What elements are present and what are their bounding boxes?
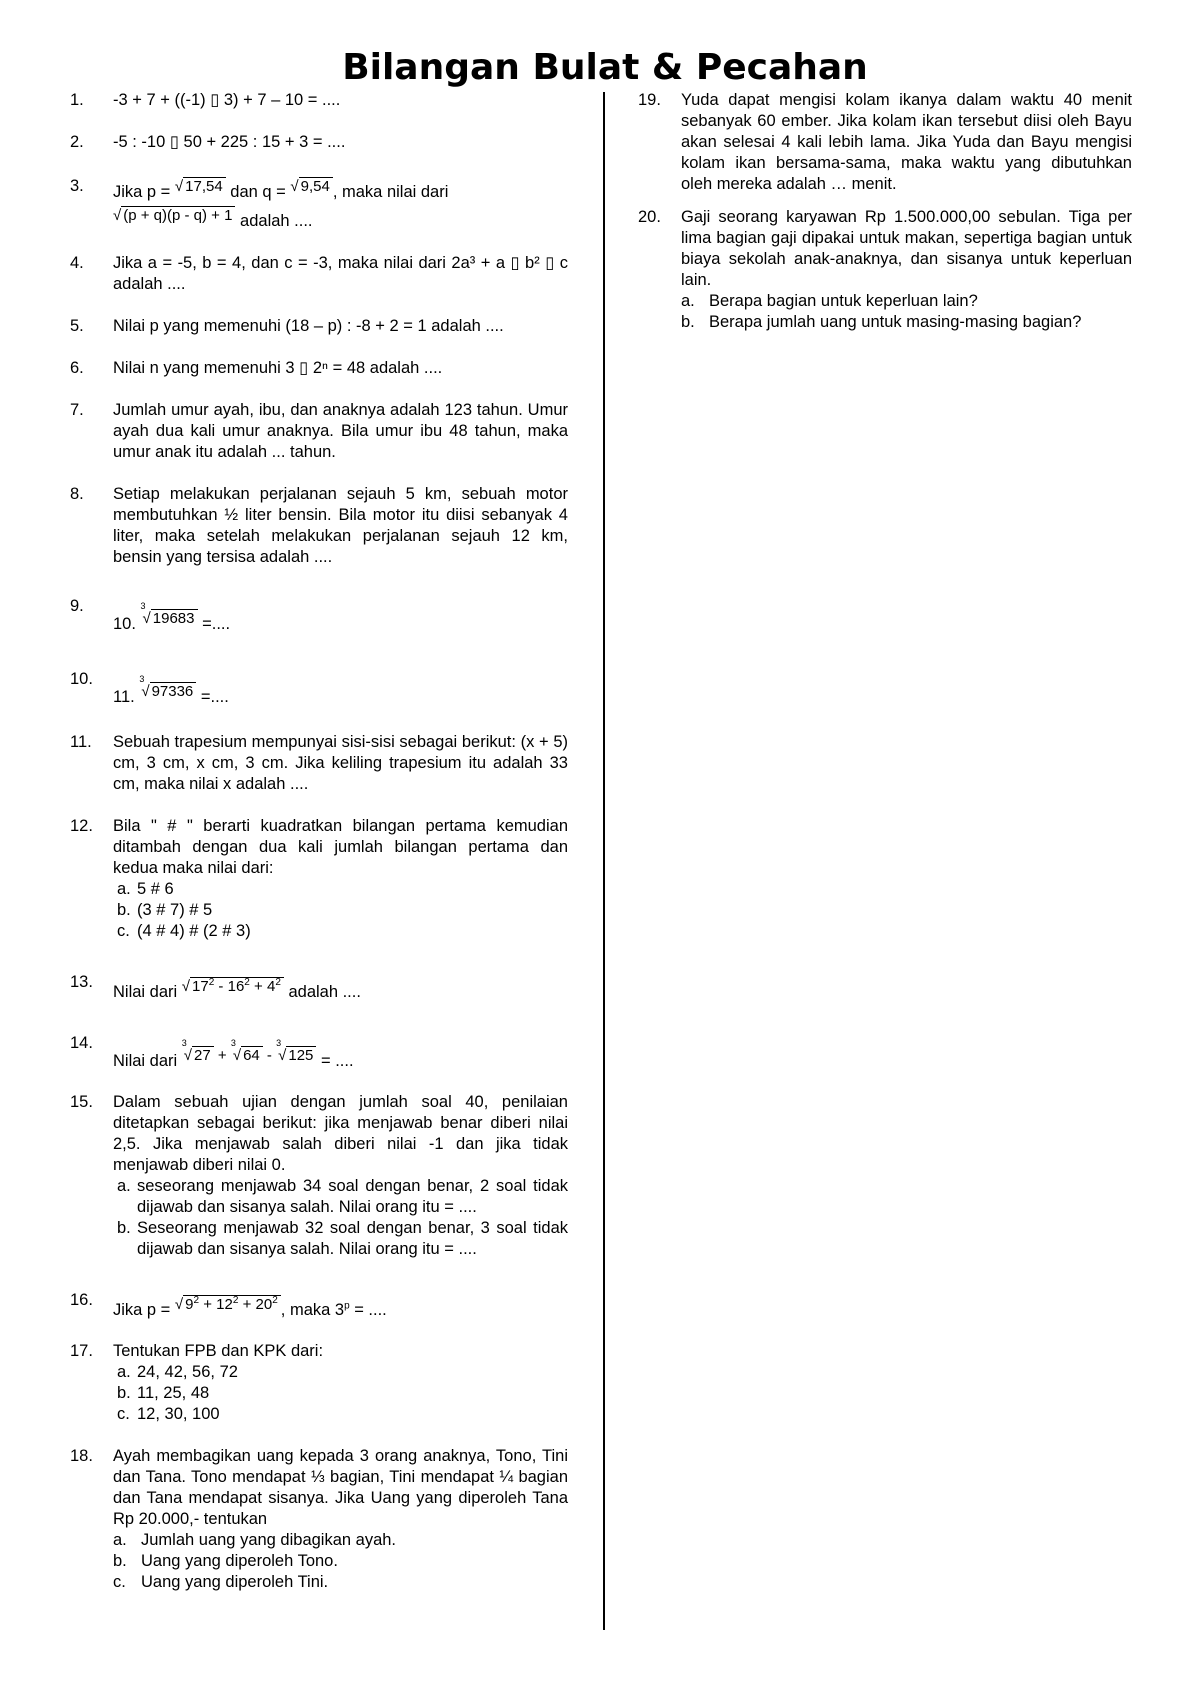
sub-text: 12, 30, 100 [137, 1405, 220, 1423]
sub-text: Berapa bagian untuk keperluan lain? [709, 292, 978, 310]
root-index: 3 [181, 1038, 187, 1048]
question-text: Gaji seorang karyawan Rp 1.500.000,00 sebulan. Tiga per lima bagian gaji dipakai untuk makan, sepertiga bagian untuk biaya sekolah anak-anaknya, dan sisanya untuk keperluan lain. [681, 208, 1132, 289]
q14-roots: $^3$√ 27 + $^3$√ 64 - $^3$√ 125 [182, 1033, 317, 1066]
q9-radicand: 19683 [151, 609, 198, 627]
sub-text: (3 # 7) # 5 [137, 901, 213, 919]
q10-inner-number: 11. [113, 688, 135, 706]
root-index: 3 [140, 601, 146, 611]
sub-text: seseorang menjawab 34 soal dengan benar, 2 soal tidak dijawab dan sisanya salah. Nilai orang itu = .... [137, 1177, 568, 1216]
q3-adalah: adalah .... [240, 212, 313, 230]
q3-jika: Jika p = [113, 183, 171, 201]
exponent: 2 [193, 1295, 200, 1306]
q16-root: √ $9^2 + 12^2 + 20^2$ [175, 1290, 281, 1315]
question-9 [70, 596, 568, 635]
sub-item-b [113, 1551, 568, 1572]
question-text: Nilai n yang memenuhi 3 ▯ 2ⁿ = 48 adalah .... [113, 359, 443, 377]
sub-letter: b. [117, 1384, 131, 1402]
right-column [638, 90, 1132, 333]
term: 4 [266, 978, 276, 995]
question-number: 1. [70, 91, 84, 109]
root-index: 3 [139, 674, 145, 684]
question-5 [70, 316, 568, 337]
sub-text: Uang yang diperoleh Tini. [141, 1573, 329, 1591]
q3-q-radicand: 9,54 [299, 177, 333, 195]
sub-letter: b. [681, 313, 695, 331]
question-number: 13. [70, 973, 93, 991]
q3-p-radicand: 17,54 [183, 177, 226, 195]
question-15 [70, 1092, 568, 1260]
sub-text: Uang yang diperoleh Tono. [141, 1552, 338, 1570]
q16-prefix: Jika p = [113, 1301, 171, 1319]
sub-text: 5 # 6 [137, 880, 174, 898]
question-text: Dalam sebuah ujian dengan jumlah soal 40, penilaian ditetapkan sebagai berikut: jika menjawab benar diberi nilai 2,5. Jika menjawab salah diberi nilai -1 dan jika tidak menjawab diberi nilai 0. [113, 1093, 568, 1174]
question-number: 12. [70, 817, 93, 835]
exponent: 2 [272, 1295, 278, 1306]
question-17 [70, 1341, 568, 1425]
q9-cube-root: $^3$√ 19683 [141, 596, 198, 629]
sub-letter: a. [117, 1177, 131, 1195]
sub-letter: a. [113, 1531, 127, 1549]
question-text: Jumlah umur ayah, ibu, dan anaknya adalah 123 tahun. Umur ayah dua kali umur anaknya. Bila umur ibu 48 tahun, maka umur anak itu adalah ... tahun. [113, 401, 568, 461]
question-18 [70, 1446, 568, 1593]
q3-p-root: √ 17,54 [175, 175, 226, 198]
sub-letter: c. [117, 1405, 130, 1423]
question-8 [70, 484, 568, 568]
q13-root: √ $17^2 - 16^2 + 4^2$ [182, 972, 284, 997]
column-divider [603, 92, 605, 1630]
term: 12 [216, 1296, 233, 1313]
question-text: Ayah membagikan uang kepada 3 orang anaknya, Tono, Tini dan Tana. Tono mendapat ⅓ bagian, Tini mendapat ¼ bagian dan Tana mendapat sisanya. Jika Uang yang diperoleh Tana Rp 20.000,- tentukan [113, 1447, 568, 1528]
sub-item-a [113, 1362, 568, 1383]
question-12 [70, 816, 568, 942]
sub-text: 24, 42, 56, 72 [137, 1363, 238, 1381]
question-text: Yuda dapat mengisi kolam ikanya dalam waktu 40 menit sebanyak 60 ember. Jika kolam ikan tersebut diisi oleh Bayu akan selesai 4 kali lebih lama. Jika Yuda dan Bayu mengisi kolam ikan bersama-sama, maka waktu yang dibutuhkan oleh mereka adalah … menit. [681, 91, 1132, 193]
question-text: Tentukan FPB dan KPK dari: [113, 1342, 324, 1360]
question-number: 20. [638, 208, 661, 226]
question-number: 2. [70, 133, 84, 151]
sub-text: Jumlah uang yang dibagikan ayah. [141, 1531, 397, 1549]
question-7 [70, 400, 568, 463]
q16-power: p [344, 1300, 350, 1312]
sub-item-c [113, 1404, 568, 1425]
sub-letter: a. [681, 292, 695, 310]
sub-text: (4 # 4) # (2 # 3) [137, 922, 251, 940]
question-text: -5 : -10 ▯ 50 + 225 : 15 + 3 = .... [113, 133, 346, 151]
sub-item-a [113, 879, 568, 900]
exponent: 2 [232, 1295, 239, 1306]
q13-radicand: $17^2 - 16^2 + 4^2$ [190, 977, 284, 995]
question-14 [70, 1033, 568, 1072]
question-20 [638, 207, 1132, 333]
sub-letter: b. [113, 1552, 127, 1570]
sub-letter: a. [117, 1363, 131, 1381]
question-11 [70, 732, 568, 795]
question-number: 9. [70, 597, 84, 615]
question-text: Nilai p yang memenuhi (18 – p) : -8 + 2 = 1 adalah .... [113, 317, 504, 335]
sub-item-c [113, 1572, 568, 1593]
q16-radicand: $9^2 + 12^2 + 20^2$ [183, 1295, 281, 1313]
sub-item-b [113, 1218, 568, 1260]
term: 9 [185, 1296, 194, 1313]
exponent: 2 [244, 977, 250, 988]
sub-item-b [113, 900, 568, 921]
question-3 [70, 175, 568, 233]
q10-cube-root: $^3$√ 97336 [139, 669, 196, 702]
question-number: 14. [70, 1034, 93, 1052]
q13-suffix: adalah .... [288, 983, 361, 1001]
question-text: Jika a = -5, b = 4, dan c = -3, maka nilai dari 2a³ + a ▯ b² ▯ c adalah .... [113, 254, 568, 293]
question-10 [70, 669, 568, 708]
q13-prefix: Nilai dari [113, 983, 178, 1001]
question-13 [70, 972, 568, 1003]
q14-radicand-1: 27 [192, 1046, 214, 1064]
exponent: 2 [208, 977, 215, 988]
question-number: 5. [70, 317, 84, 335]
sub-item-b [113, 1383, 568, 1404]
question-1 [70, 90, 568, 111]
sub-text: 11, 25, 48 [137, 1384, 210, 1402]
sub-letter: b. [117, 1219, 131, 1237]
sub-letter: c. [117, 922, 130, 940]
sub-text: Seseorang menjawab 32 soal dengan benar, 3 soal tidak dijawab dan sisanya salah. Nilai orang itu = .... [137, 1219, 568, 1258]
question-19 [638, 90, 1132, 195]
question-number: 3. [70, 177, 84, 195]
term: 20 [255, 1296, 273, 1313]
question-number: 11. [70, 733, 92, 751]
question-16 [70, 1290, 568, 1321]
question-number: 16. [70, 1291, 93, 1309]
exponent: 2 [275, 977, 281, 988]
root-index: 3 [230, 1038, 236, 1048]
term: 16 [227, 978, 245, 995]
q14-prefix: Nilai dari [113, 1052, 178, 1070]
q16-maka: , maka 3 [280, 1301, 345, 1319]
q16-suffix: = .... [349, 1301, 387, 1319]
q10-radicand: 97336 [150, 682, 197, 700]
question-number: 6. [70, 359, 84, 377]
q3-dan: dan q = [230, 183, 286, 201]
question-6 [70, 358, 568, 379]
sub-item-b [681, 312, 1132, 333]
q3-expr-root: √ (p + q)(p - q) + 1 [113, 204, 235, 227]
question-text: Bila " # " berarti kuadratkan bilangan pertama kemudian ditambah dengan dua kali jumlah bilangan pertama dan kedua maka nilai dari: [113, 817, 568, 877]
sub-letter: b. [117, 901, 131, 919]
q3-expr: (p + q)(p - q) + 1 [121, 206, 235, 224]
sub-item-a [681, 291, 1132, 312]
question-text: Sebuah trapesium mempunyai sisi-sisi sebagai berikut: (x + 5) cm, 3 cm, x cm, 3 cm. Jika keliling trapesium itu adalah 33 cm, maka nilai x adalah .... [113, 733, 568, 793]
question-number: 10. [70, 670, 93, 688]
question-number: 15. [70, 1093, 93, 1111]
question-number: 18. [70, 1447, 93, 1465]
left-column [70, 90, 568, 1593]
question-4 [70, 253, 568, 295]
sub-letter: c. [113, 1573, 126, 1591]
q10-suffix: =.... [200, 688, 229, 706]
q14-radicand-2: 64 [241, 1046, 263, 1064]
question-number: 4. [70, 254, 84, 272]
question-number: 17. [70, 1342, 93, 1360]
q14-suffix: = .... [320, 1052, 354, 1070]
q9-suffix: =.... [202, 615, 231, 633]
sub-item-a [113, 1176, 568, 1218]
sub-letter: a. [117, 880, 131, 898]
q9-inner-number: 10. [113, 615, 136, 633]
page-title: Bilangan Bulat & Pecahan [342, 47, 868, 88]
question-number: 8. [70, 485, 84, 503]
question-number: 19. [638, 91, 661, 109]
term: 17 [192, 978, 209, 995]
question-2 [70, 132, 568, 153]
q3-q-root: √ 9,54 [290, 175, 332, 198]
question-text: Setiap melakukan perjalanan sejauh 5 km, sebuah motor membutuhkan ½ liter bensin. Bila motor itu diisi sebanyak 4 liter, maka setelah melakukan perjalanan sejauh 12 km, bensin yang tersisa adalah .... [113, 485, 568, 566]
sub-text: Berapa jumlah uang untuk masing-masing bagian? [709, 313, 1082, 331]
sub-item-a [113, 1530, 568, 1551]
q14-radicand-3: 125 [286, 1046, 316, 1064]
q3-maka: , maka nilai dari [332, 183, 449, 201]
question-text: -3 + 7 + ((-1) ▯ 3) + 7 – 10 = .... [113, 91, 341, 109]
question-number: 7. [70, 401, 84, 419]
sub-item-c [113, 921, 568, 942]
root-index: 3 [276, 1038, 282, 1048]
